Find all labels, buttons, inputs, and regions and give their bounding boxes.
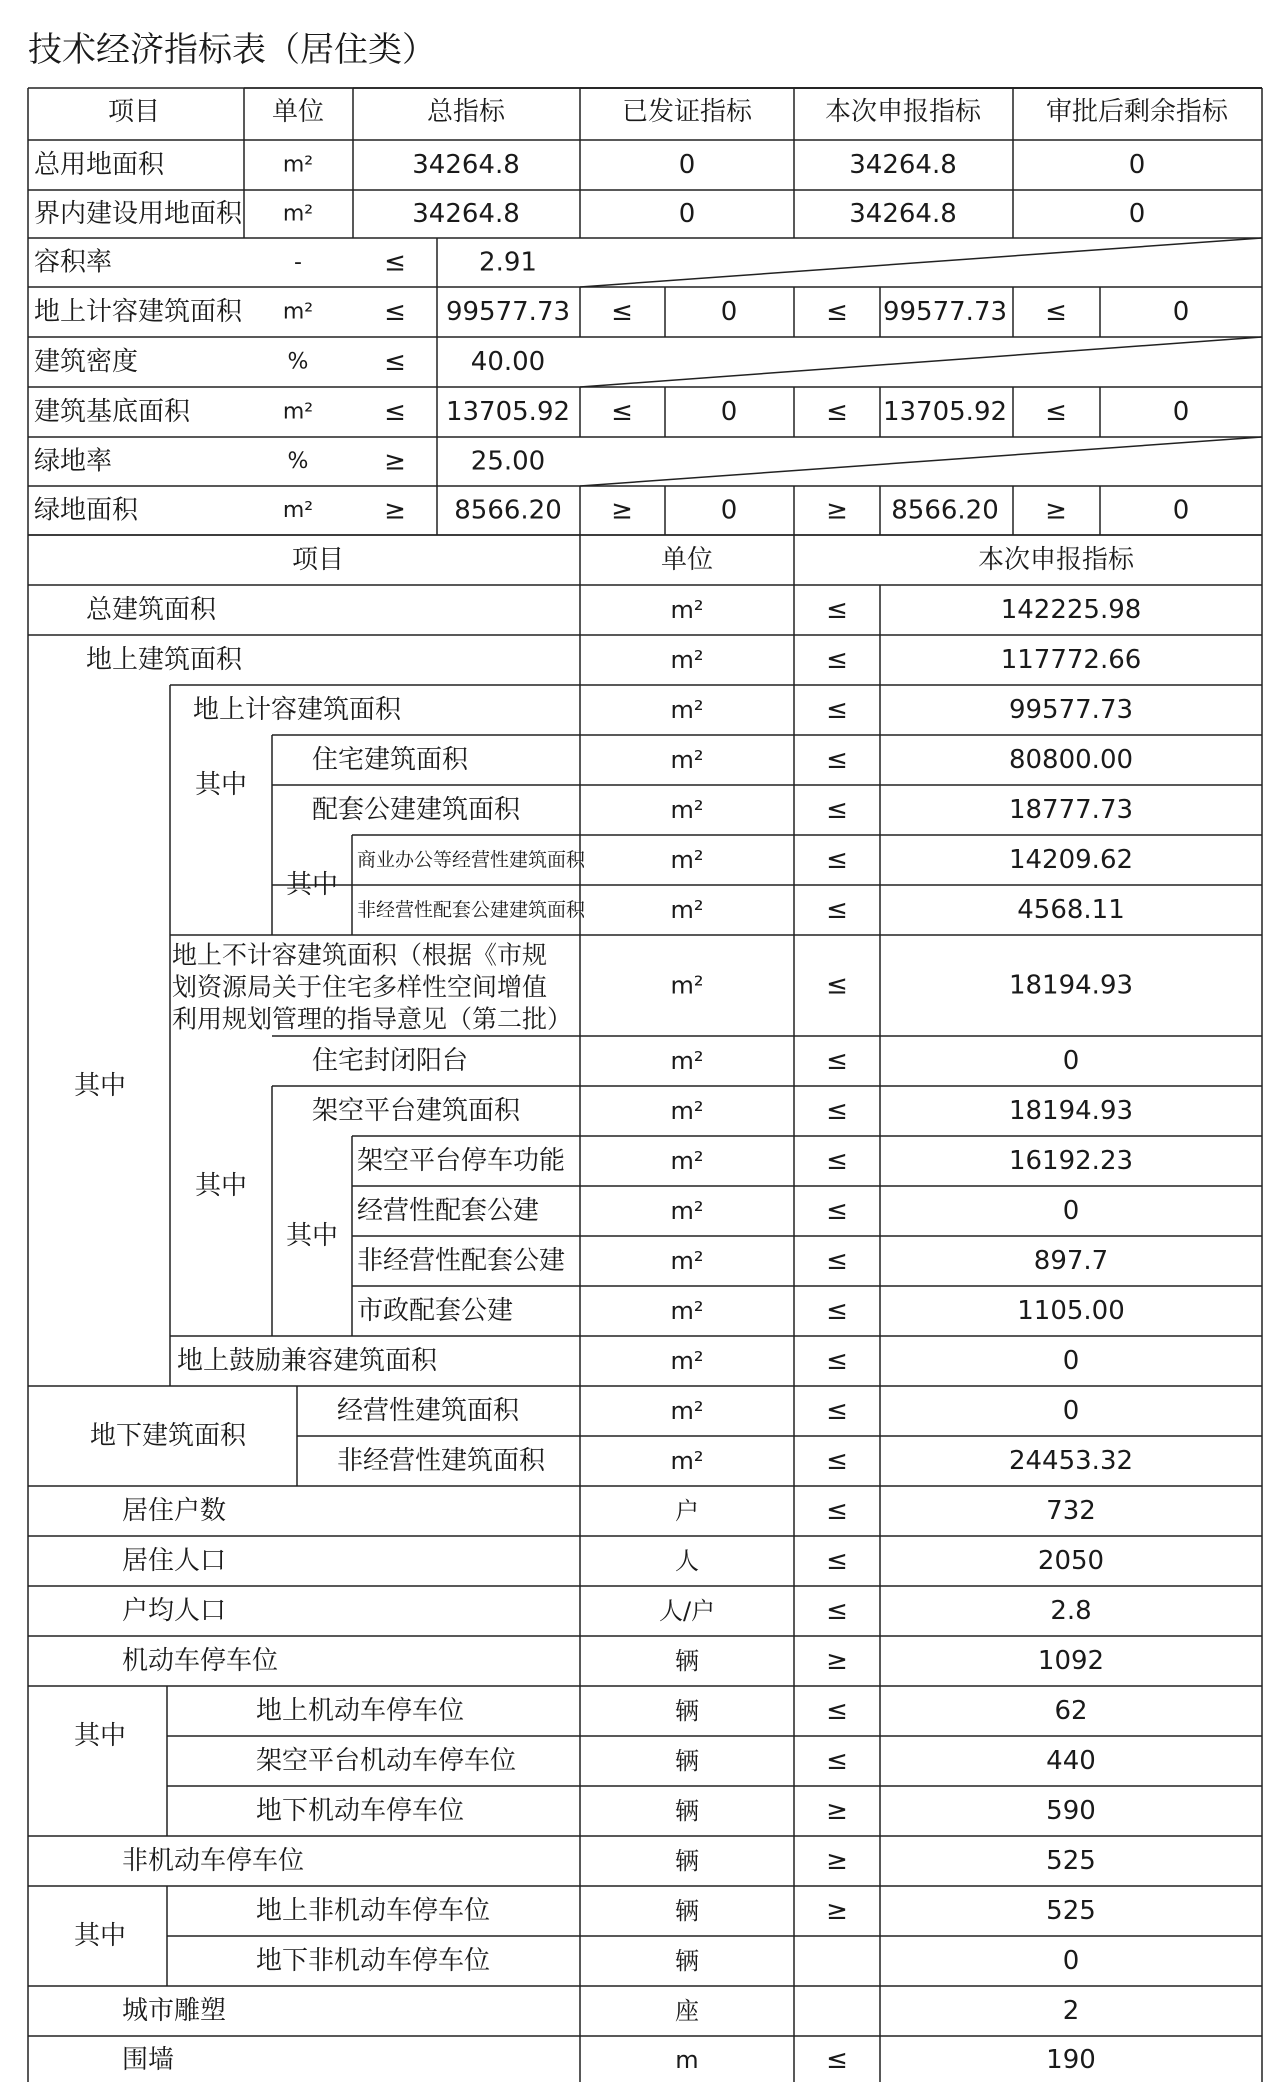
- row-label: 利用规划管理的指导意见（第二批）: [172, 1004, 573, 1034]
- value-cell: 99577.73: [445, 297, 571, 327]
- comparator: ≤: [826, 1496, 848, 1526]
- header-cell: 单位: [271, 97, 325, 127]
- group-label: 其中: [285, 870, 339, 900]
- header-cell: 总指标: [426, 97, 506, 127]
- grid-line: [580, 337, 1262, 387]
- value-cell: 8566.20: [454, 495, 562, 526]
- unit-cell: -: [294, 250, 302, 275]
- unit-cell: m²: [282, 201, 314, 227]
- comparator: ≤: [826, 1446, 848, 1476]
- unit-cell: m²: [282, 498, 314, 523]
- value-cell: 0: [678, 150, 696, 180]
- row-label: 架空平台机动车停车位: [256, 1746, 517, 1776]
- unit-cell: 人/户: [658, 1597, 716, 1625]
- comparator: ≥: [384, 446, 406, 477]
- comparator: ≥: [826, 1646, 848, 1676]
- row-label: 居住户数: [122, 1496, 227, 1526]
- header-cell: 项目: [107, 97, 161, 127]
- row-label: 非经营性配套公建: [357, 1246, 566, 1276]
- unit-cell: m²: [670, 646, 704, 674]
- row-label: 总用地面积: [34, 150, 165, 180]
- comparator: ≤: [826, 1246, 848, 1276]
- value-cell: 0: [720, 297, 738, 327]
- row-label: 架空平台停车功能: [357, 1146, 566, 1176]
- value-cell: 24453.32: [1008, 1446, 1134, 1476]
- unit-cell: m²: [670, 846, 704, 874]
- comparator: ≤: [826, 745, 848, 775]
- comparator: ≥: [611, 495, 633, 526]
- group-label: 其中: [285, 1221, 339, 1251]
- header-cell: 本次申报指标: [977, 545, 1135, 575]
- value-cell: 525: [1046, 1846, 1096, 1876]
- value-cell: 732: [1046, 1496, 1096, 1526]
- group-label: 其中: [73, 1071, 127, 1101]
- value-cell: 18777.73: [1008, 795, 1134, 825]
- unit-cell: m²: [670, 1097, 704, 1125]
- group-label: 其中: [73, 1721, 127, 1751]
- comparator: ≤: [826, 1046, 848, 1076]
- unit-cell: 人: [675, 1547, 699, 1575]
- comparator: ≥: [826, 495, 848, 526]
- value-cell: 0: [1172, 495, 1190, 526]
- header-cell: 已发证指标: [621, 97, 753, 127]
- row-label: 架空平台建筑面积: [312, 1096, 521, 1126]
- value-cell: 34264.8: [849, 150, 957, 180]
- row-label: 地上机动车停车位: [256, 1696, 465, 1726]
- grid-line: [580, 437, 1262, 486]
- row-label: 绿地面积: [34, 495, 139, 526]
- group-label: 其中: [194, 1171, 248, 1201]
- row-label: 地上非机动车停车位: [256, 1896, 491, 1926]
- unit-cell: 辆: [675, 1847, 699, 1875]
- grid-line: [580, 238, 1262, 287]
- value-cell: 99577.73: [1008, 695, 1134, 725]
- value-cell: 13705.92: [882, 397, 1008, 427]
- row-label: 经营性配套公建: [357, 1196, 540, 1226]
- value-cell: 25.00: [470, 446, 546, 477]
- value-cell: 14209.62: [1008, 845, 1134, 875]
- value-cell: 18194.93: [1008, 1096, 1134, 1126]
- group-label: 地下建筑面积: [89, 1421, 247, 1451]
- header-cell: 审批后剩余指标: [1045, 97, 1229, 127]
- comparator: ≤: [384, 297, 406, 327]
- value-cell: 0: [1062, 1946, 1080, 1976]
- row-label: 建筑基底面积: [34, 397, 191, 427]
- comparator: ≤: [826, 1096, 848, 1126]
- comparator: ≤: [826, 1696, 848, 1726]
- row-label: 非机动车停车位: [122, 1846, 305, 1876]
- comparator: ≥: [1045, 495, 1067, 526]
- table-text: [34, 97, 1229, 2075]
- value-cell: 34264.8: [412, 199, 520, 229]
- row-label: 户均人口: [122, 1596, 227, 1626]
- value-cell: 2: [1062, 1996, 1080, 2026]
- row-label: 地上建筑面积: [86, 645, 243, 675]
- comparator: ≤: [826, 397, 848, 427]
- comparator: ≤: [826, 1346, 848, 1376]
- group-label: 其中: [194, 770, 248, 800]
- value-cell: 34264.8: [849, 199, 957, 229]
- unit-cell: m²: [670, 596, 704, 624]
- value-cell: 525: [1046, 1896, 1096, 1926]
- comparator: ≤: [384, 397, 406, 427]
- row-label: 非经营性配套公建建筑面积: [357, 899, 586, 921]
- comparator: ≤: [826, 2045, 848, 2075]
- unit-cell: m²: [670, 1447, 704, 1475]
- value-cell: 62: [1054, 1696, 1088, 1726]
- value-cell: 99577.73: [882, 297, 1008, 327]
- row-label: 围墙: [122, 2045, 175, 2075]
- row-label: 地上不计容建筑面积（根据《市规: [172, 940, 548, 970]
- comparator: ≤: [1045, 397, 1067, 427]
- value-cell: 0: [1128, 199, 1146, 229]
- comparator: ≤: [826, 970, 848, 1001]
- value-cell: 897.7: [1033, 1246, 1109, 1276]
- value-cell: 13705.92: [445, 397, 571, 427]
- row-label: 总建筑面积: [86, 595, 217, 625]
- comparator: ≥: [826, 1846, 848, 1876]
- comparator: ≤: [826, 1396, 848, 1426]
- unit-cell: m²: [670, 971, 704, 1000]
- unit-cell: 户: [675, 1497, 699, 1525]
- comparator: ≤: [826, 1146, 848, 1176]
- row-label: 经营性建筑面积: [337, 1396, 520, 1426]
- row-label: 地上鼓励兼容建筑面积: [177, 1346, 438, 1376]
- comparator: ≥: [826, 1796, 848, 1826]
- unit-cell: m²: [282, 152, 314, 178]
- comparator: ≤: [384, 247, 406, 278]
- comparator: ≤: [826, 1746, 848, 1776]
- comparator: ≤: [384, 347, 406, 377]
- comparator: ≤: [1045, 297, 1067, 327]
- unit-cell: m²: [670, 1347, 704, 1375]
- comparator: ≤: [826, 1196, 848, 1226]
- value-cell: 0: [1062, 1046, 1080, 1076]
- row-label: 居住人口: [122, 1546, 227, 1576]
- value-cell: 117772.66: [1000, 645, 1142, 675]
- unit-cell: %: [287, 449, 309, 474]
- unit-cell: m²: [670, 1397, 704, 1425]
- comparator: ≤: [826, 695, 848, 725]
- row-label: 城市雕塑: [122, 1996, 227, 2026]
- unit-cell: m²: [670, 1147, 704, 1175]
- comparator: ≤: [611, 397, 633, 427]
- comparator: ≤: [826, 895, 848, 925]
- unit-cell: 辆: [675, 1697, 699, 1725]
- value-cell: 1105.00: [1017, 1296, 1125, 1326]
- row-label: 商业办公等经营性建筑面积: [357, 849, 586, 871]
- value-cell: 0: [1062, 1346, 1080, 1376]
- comparator: ≤: [611, 297, 633, 327]
- value-cell: 0: [1062, 1396, 1080, 1426]
- page-title: 技术经济指标表（居住类）: [28, 30, 436, 70]
- row-label: 住宅建筑面积: [312, 745, 469, 775]
- value-cell: 34264.8: [412, 150, 520, 180]
- value-cell: 590: [1046, 1796, 1096, 1826]
- value-cell: 0: [1128, 150, 1146, 180]
- unit-cell: m²: [670, 746, 704, 774]
- unit-cell: %: [287, 349, 309, 375]
- unit-cell: 辆: [675, 1797, 699, 1825]
- header-cell: 项目: [291, 545, 345, 575]
- row-label: 配套公建建筑面积: [312, 795, 521, 825]
- comparator: ≤: [826, 1546, 848, 1576]
- unit-cell: m²: [670, 1297, 704, 1325]
- value-cell: 16192.23: [1008, 1146, 1134, 1176]
- unit-cell: m²: [670, 696, 704, 724]
- header-cell: 单位: [660, 545, 714, 575]
- group-label: 其中: [73, 1921, 127, 1951]
- row-label: 界内建设用地面积: [34, 199, 243, 229]
- comparator: ≥: [384, 495, 406, 526]
- value-cell: 2.91: [479, 247, 537, 278]
- comparator: ≤: [826, 645, 848, 675]
- row-label: 地上计容建筑面积: [193, 695, 402, 725]
- value-cell: 0: [1062, 1196, 1080, 1226]
- row-label: 地下非机动车停车位: [256, 1946, 491, 1976]
- unit-cell: 辆: [675, 1647, 699, 1675]
- unit-cell: 座: [675, 1997, 699, 2025]
- row-label: 建筑密度: [34, 347, 139, 377]
- value-cell: 0: [1172, 297, 1190, 327]
- unit-cell: m²: [282, 299, 314, 325]
- unit-cell: 辆: [675, 1947, 699, 1975]
- unit-cell: 辆: [675, 1747, 699, 1775]
- comparator: ≥: [826, 1896, 848, 1926]
- row-label: 非经营性建筑面积: [337, 1446, 546, 1476]
- unit-cell: m²: [670, 1047, 704, 1075]
- row-label: 划资源局关于住宅多样性空间增值: [172, 972, 548, 1002]
- row-label: 地上计容建筑面积: [34, 297, 243, 327]
- comparator: ≤: [826, 1596, 848, 1626]
- value-cell: 440: [1046, 1746, 1096, 1776]
- unit-cell: 辆: [675, 1897, 699, 1925]
- value-cell: 8566.20: [891, 495, 999, 526]
- unit-cell: m²: [670, 1197, 704, 1225]
- value-cell: 142225.98: [1000, 595, 1142, 625]
- value-cell: 0: [720, 495, 738, 526]
- value-cell: 0: [1172, 397, 1190, 427]
- value-cell: 0: [678, 199, 696, 229]
- comparator: ≤: [826, 845, 848, 875]
- unit-cell: m²: [282, 399, 314, 425]
- comparator: ≤: [826, 1296, 848, 1326]
- row-label: 绿地率: [34, 446, 113, 477]
- row-label: 市政配套公建: [357, 1296, 514, 1326]
- value-cell: 1092: [1037, 1646, 1105, 1676]
- value-cell: 40.00: [470, 347, 546, 377]
- value-cell: 4568.11: [1017, 895, 1125, 925]
- value-cell: 2.8: [1050, 1596, 1092, 1626]
- row-label: 机动车停车位: [122, 1646, 279, 1676]
- unit-cell: m²: [670, 1247, 704, 1275]
- table-grid: [28, 88, 1262, 2082]
- row-label: 地下机动车停车位: [256, 1796, 465, 1826]
- value-cell: 2050: [1037, 1546, 1105, 1576]
- comparator: ≤: [826, 595, 848, 625]
- value-cell: 190: [1046, 2045, 1096, 2075]
- value-cell: 0: [720, 397, 738, 427]
- value-cell: 18194.93: [1008, 970, 1134, 1001]
- row-label: 住宅封闭阳台: [312, 1046, 469, 1076]
- unit-cell: m²: [670, 796, 704, 824]
- unit-cell: m: [675, 2046, 699, 2074]
- comparator: ≤: [826, 795, 848, 825]
- value-cell: 80800.00: [1008, 745, 1134, 775]
- comparator: ≤: [826, 297, 848, 327]
- header-cell: 本次申报指标: [824, 97, 982, 127]
- row-label: 容积率: [34, 247, 113, 278]
- unit-cell: m²: [670, 896, 704, 924]
